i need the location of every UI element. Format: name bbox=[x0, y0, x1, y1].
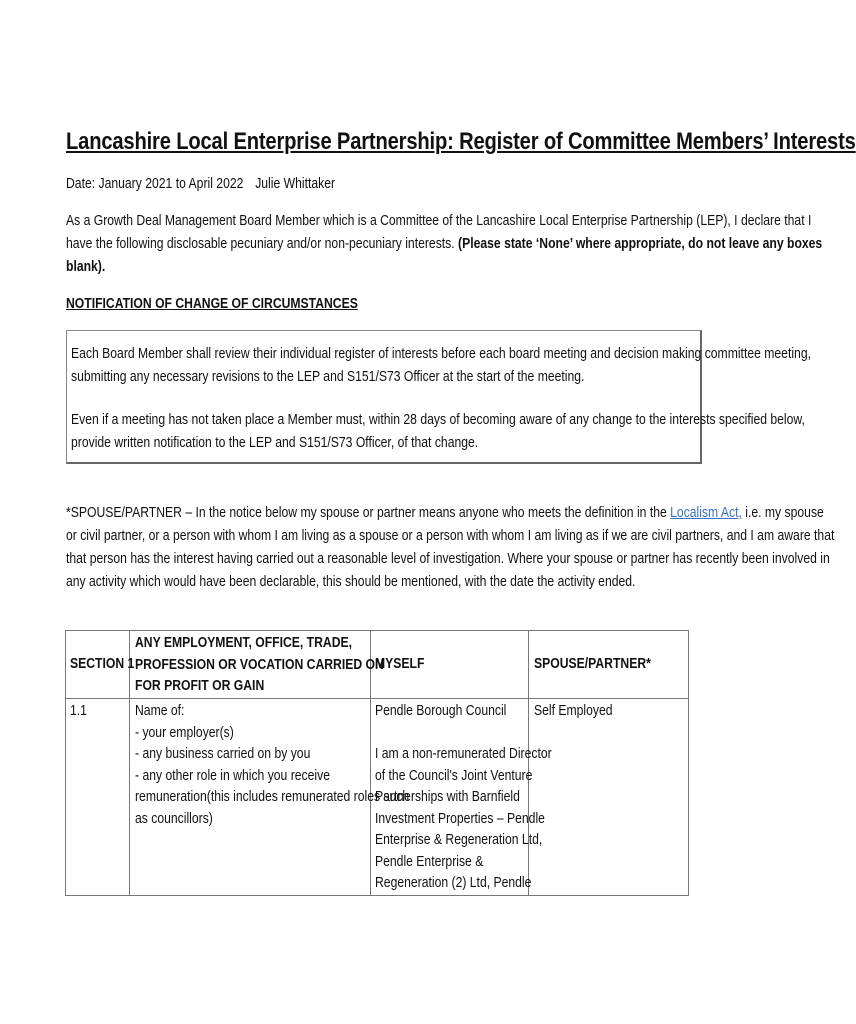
myself-line: Regeneration (2) Ltd, Pendle bbox=[375, 875, 532, 891]
table-border bbox=[65, 630, 689, 631]
row-desc-line: as councillors) bbox=[135, 810, 213, 827]
table-border bbox=[688, 630, 689, 896]
page-title: Lancashire Local Enterprise Partnership: Register of Committee Members’ Interests bbox=[66, 128, 856, 155]
header-desc-line: PROFESSION OR VOCATION CARRIED ON bbox=[135, 656, 384, 673]
interests-table bbox=[65, 630, 689, 896]
row-desc-line: Name of: bbox=[135, 703, 185, 719]
notification-box bbox=[66, 330, 811, 464]
table-header-description bbox=[135, 633, 384, 698]
row-desc-line: - any business carried on by you bbox=[135, 746, 311, 762]
date-period: Date: January 2021 to April 2022 bbox=[66, 176, 244, 192]
spouse-note-line: or civil partner, or a person with whom I am living as a spouse or a person with whom I am living as if we are civil partners, and I am aware that bbox=[66, 528, 835, 544]
row-description bbox=[135, 701, 409, 830]
localism-act-link[interactable]: Localism Act, bbox=[670, 505, 742, 521]
spouse-note-line bbox=[66, 502, 834, 525]
table-header-spouse bbox=[534, 654, 651, 676]
section-label: SECTION 1 bbox=[70, 656, 135, 672]
myself-line: Pendle Enterprise & bbox=[375, 853, 484, 870]
myself-line: Investment Properties – Pendle bbox=[375, 810, 545, 827]
notification-paragraph-2 bbox=[71, 409, 805, 455]
spouse-note-line: any activity which would have been declarable, this should be mentioned, with the date the activity ended. bbox=[66, 574, 636, 590]
table-border bbox=[65, 698, 689, 699]
spouse-note-line: that person has the interest having carried out a reasonable level of investigation. Where your spouse or partner has recently been involved in bbox=[66, 551, 830, 567]
header-desc-line: FOR PROFIT OR GAIN bbox=[135, 678, 265, 694]
myself-line: I am a non-remunerated Director bbox=[375, 746, 552, 762]
notification-line: Each Board Member shall review their individual register of interests before each board meeting and decision making committee meeting, bbox=[71, 346, 811, 362]
declaration-paragraph bbox=[66, 210, 822, 279]
row-myself-value bbox=[375, 701, 552, 895]
table-header-section bbox=[70, 654, 134, 676]
notification-line: submitting any necessary revisions to the LEP and S151/S73 Officer at the start of the meeting. bbox=[71, 369, 585, 385]
row-number: 1.1 bbox=[70, 703, 87, 719]
spouse-note-text: i.e. my spouse bbox=[745, 505, 824, 521]
notification-heading: NOTIFICATION OF CHANGE OF CIRCUMSTANCES bbox=[66, 296, 358, 312]
spouse-partner-note bbox=[66, 502, 834, 594]
myself-line bbox=[375, 723, 552, 745]
table-border bbox=[65, 630, 66, 896]
spouse-note-text: *SPOUSE/PARTNER – In the notice below my spouse or partner means anyone who meets the definition in the bbox=[66, 505, 667, 521]
row-desc-line: - any other role in which you receive bbox=[135, 767, 330, 784]
header-desc-line: ANY EMPLOYMENT, OFFICE, TRADE, bbox=[135, 635, 353, 651]
myself-line: Partnerships with Barnfield bbox=[375, 789, 520, 805]
member-name: Julie Whittaker bbox=[255, 176, 336, 192]
row-desc-line: remuneration(this includes remunerated roles such bbox=[135, 789, 410, 805]
myself-line: Pendle Borough Council bbox=[375, 703, 507, 719]
declaration-instruction: (Please state ‘None’ where appropriate, do not leave any boxes bbox=[458, 236, 823, 252]
spouse-label: SPOUSE/PARTNER* bbox=[534, 656, 651, 672]
notification-line: provide written notification to the LEP and S151/S73 Officer, of that change. bbox=[71, 435, 479, 451]
row-spouse-value: Self Employed bbox=[534, 703, 613, 719]
myself-line: Enterprise & Regeneration Ltd, bbox=[375, 832, 543, 848]
table-header-myself bbox=[375, 654, 424, 676]
declaration-line: As a Growth Deal Management Board Member which is a Committee of the Lancashire Local Enterprise Partnership (LEP), I declare that I bbox=[66, 213, 812, 229]
table-border bbox=[65, 895, 689, 896]
declaration-text: have the following disclosable pecuniary and/or non-pecuniary interests. bbox=[66, 236, 455, 252]
date-line bbox=[66, 176, 343, 192]
myself-label: MYSELF bbox=[375, 656, 425, 672]
declaration-instruction-end: blank). bbox=[66, 259, 106, 275]
declaration-line bbox=[66, 256, 822, 279]
notification-paragraph-1 bbox=[71, 343, 811, 389]
myself-line: of the Council's Joint Venture bbox=[375, 767, 533, 784]
row-desc-line: - your employer(s) bbox=[135, 724, 234, 741]
notification-line: Even if a meeting has not taken place a Member must, within 28 days of becoming aware of any change to the interests specified below, bbox=[71, 412, 805, 428]
declaration-line bbox=[66, 233, 822, 256]
